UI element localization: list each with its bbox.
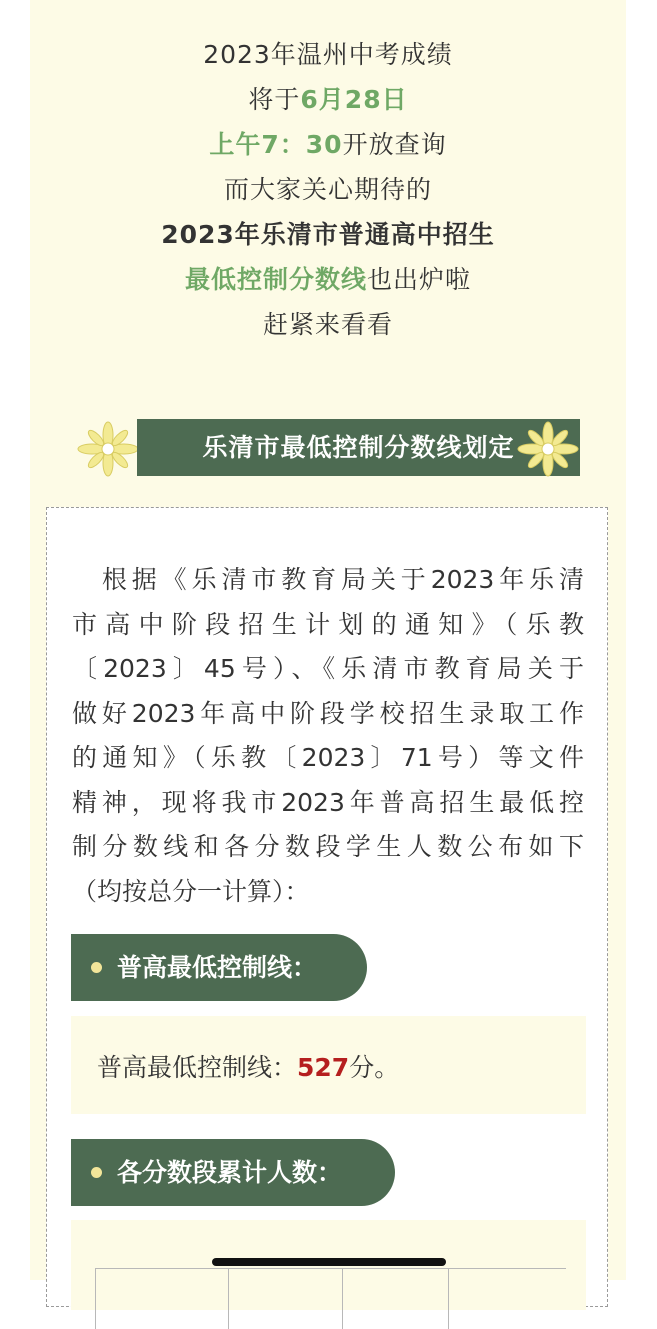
intro-line-6-suffix: 也出炉啦 <box>367 265 472 294</box>
notice-line: 制分数线和各分数段学生人数公布如下 <box>72 832 584 861</box>
notice-line: （均按总分一计算）： <box>72 876 310 906</box>
exam-date: 6月28日 <box>300 85 408 114</box>
section-heading-label: 普高最低控制线： <box>117 953 318 982</box>
home-indicator[interactable] <box>212 1258 446 1266</box>
intro-line-2-prefix: 将于 <box>248 85 301 114</box>
intro-line-2 <box>30 77 626 122</box>
section-heading-label: 各分数段累计人数： <box>117 1158 343 1187</box>
intro-line-3 <box>30 122 626 167</box>
intro-line-3-suffix: 开放查询 <box>342 130 447 159</box>
min-score-unit: 分。 <box>349 1053 400 1082</box>
section-heading-min-score <box>71 934 367 1001</box>
min-score-value: 527 <box>297 1053 350 1082</box>
min-score-panel <box>71 1016 586 1114</box>
notice-line: 做好2023年高中阶段学校招生录取工作 <box>72 698 584 728</box>
intro-line-6 <box>30 257 626 302</box>
notice-line: 根据《乐清市教育局关于2023年乐清 <box>72 565 584 594</box>
flower-left-icon <box>76 421 140 477</box>
table-column-divider <box>448 1269 449 1329</box>
min-score-text <box>97 1048 399 1084</box>
exam-time: 上午7：30 <box>209 130 343 159</box>
intro-line-7: 赶紧来看看 <box>262 310 393 339</box>
intro-line-1: 2023年温州中考成绩 <box>203 40 453 69</box>
bullet-dot-icon <box>91 1167 102 1178</box>
notice-paragraph <box>72 558 584 914</box>
flower-right-icon <box>516 421 580 477</box>
intro-line-4: 而大家关心期待的 <box>223 175 432 204</box>
notice-box <box>46 507 608 1307</box>
notice-line: 〔2023〕45号）、《乐清市教育局关于 <box>72 654 584 683</box>
min-score-label: 普高最低控制线： <box>97 1053 298 1082</box>
intro-line-5: 2023年乐清市普通高中招生 <box>161 220 495 249</box>
intro-line-6-highlight: 最低控制分数线 <box>184 265 367 294</box>
section-heading-score-bands <box>71 1139 395 1206</box>
notice-line: 市高中阶段招生计划的通知》（乐教 <box>72 609 584 639</box>
intro-text <box>30 32 626 347</box>
score-bands-table <box>95 1268 566 1329</box>
notice-line: 精神，现将我市2023年普高招生最低控 <box>72 787 584 817</box>
table-column-divider <box>228 1269 229 1329</box>
section-banner: 乐清市最低控制分数线划定 <box>137 419 580 476</box>
notice-line: 的通知》（乐教〔2023〕71号）等文件 <box>72 743 584 772</box>
bullet-dot-icon <box>91 962 102 973</box>
table-column-divider <box>342 1269 343 1329</box>
